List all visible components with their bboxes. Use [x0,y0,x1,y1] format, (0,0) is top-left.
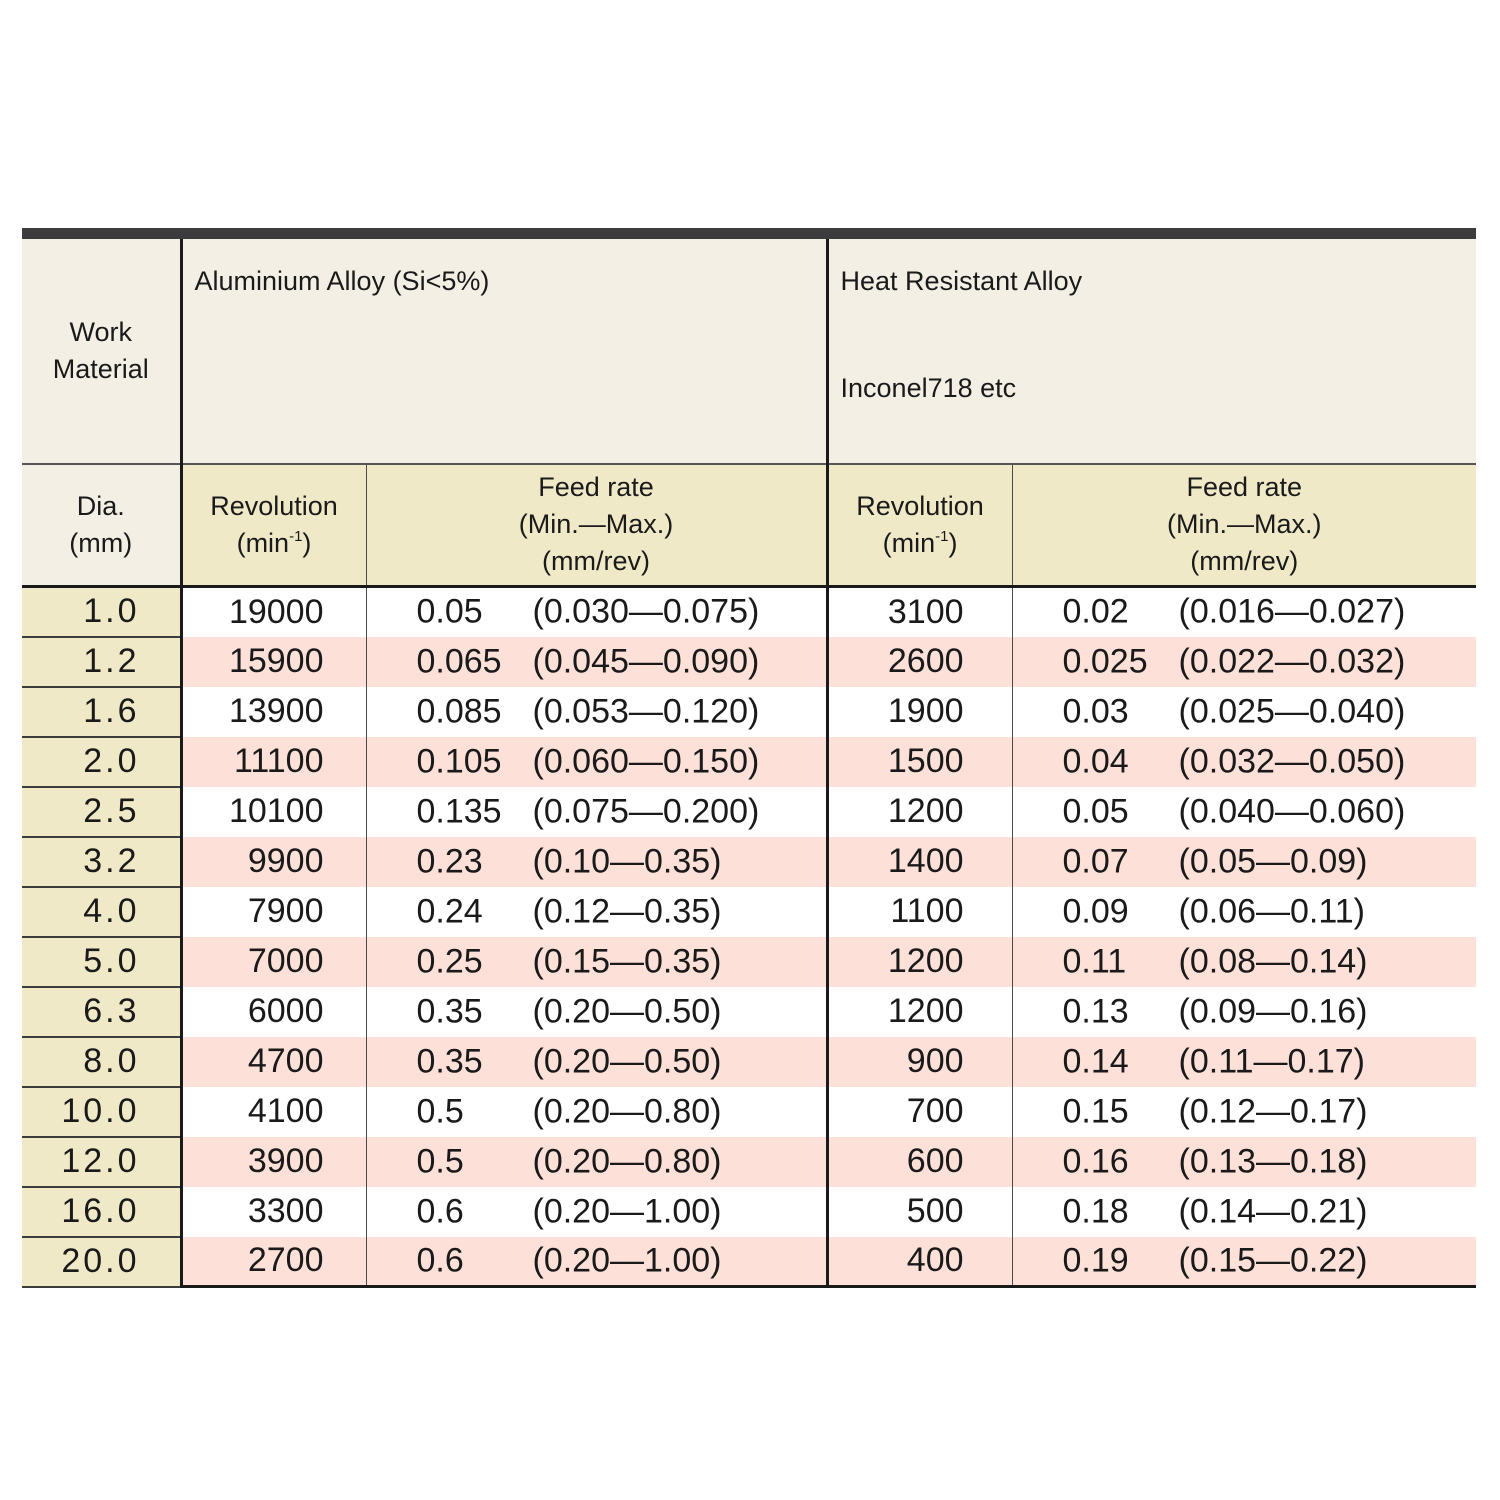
dia-cell: 8.0 [22,1037,181,1087]
dia-cell: 16.0 [22,1187,181,1237]
al-feed-cell [366,1037,827,1087]
ht-feed-range: (0.040—0.060) [1178,792,1406,830]
work-material-line2: Material [52,354,149,384]
ht-feed-value: 0.18 [1062,1192,1129,1230]
feed-label: Feed rate [1186,472,1303,503]
al-feed-range: (0.10—0.35) [532,842,722,880]
al-feed-range: (0.20—0.80) [532,1092,722,1130]
ht-feed-cell [1012,1237,1476,1287]
ht-revolution-cell: 900 [827,1037,1012,1087]
ht-feed-value: 0.05 [1062,792,1129,830]
ht-feed-cell [1012,987,1476,1037]
dia-cell: 1.6 [22,687,181,737]
ht-feed-cell [1012,586,1476,637]
ht-feed-range: (0.05—0.09) [1178,842,1368,880]
al-revolution-cell: 6000 [181,987,366,1037]
dia-cell: 1.0 [22,586,181,637]
ht-feed-value: 0.15 [1062,1092,1129,1130]
material-sub-heat-resistant: Inconel718 etc [840,373,1017,403]
al-revolution-cell: 10100 [181,787,366,837]
ht-feed-range: (0.09—0.16) [1178,992,1368,1030]
spec-table [22,239,1476,1288]
al-feed-value: 0.105 [416,742,502,780]
al-feed-value: 0.25 [416,942,483,980]
table-row [22,687,1476,737]
feed-unit: (mm/rev) [542,546,650,577]
material-name-heat-resistant: Heat Resistant Alloy [840,266,1083,296]
ht-feed-value: 0.07 [1062,842,1129,880]
dia-unit: (mm) [69,527,133,558]
dia-header [22,464,181,586]
dia-cell: 6.3 [22,987,181,1037]
feed-range-label: (Min.—Max.) [1167,509,1322,540]
revolution-header-heat-resistant [827,464,1012,586]
table-row [22,937,1476,987]
al-feed-range: (0.075—0.200) [532,792,760,830]
al-revolution-cell: 2700 [181,1237,366,1287]
dia-cell: 3.2 [22,837,181,887]
al-feed-range: (0.20—0.80) [532,1142,722,1180]
al-feed-value: 0.085 [416,692,502,730]
ht-feed-cell [1012,887,1476,937]
al-feed-range: (0.045—0.090) [532,642,760,680]
ht-feed-value: 0.14 [1062,1042,1129,1080]
al-feed-cell [366,1187,827,1237]
al-feed-value: 0.065 [416,642,502,680]
al-feed-value: 0.6 [416,1192,464,1230]
ht-revolution-cell: 1200 [827,987,1012,1037]
table-row [22,586,1476,637]
cutting-conditions-table [22,228,1476,1288]
ht-feed-range: (0.022—0.032) [1178,642,1406,680]
ht-feed-cell [1012,687,1476,737]
al-feed-range: (0.20—0.50) [532,1042,722,1080]
al-revolution-cell: 3900 [181,1137,366,1187]
dia-cell: 20.0 [22,1237,181,1287]
ht-feed-cell [1012,1037,1476,1087]
al-revolution-cell: 4100 [181,1087,366,1137]
ht-feed-range: (0.13—0.18) [1178,1142,1368,1180]
ht-feed-cell [1012,937,1476,987]
ht-revolution-cell: 1200 [827,937,1012,987]
ht-feed-value: 0.16 [1062,1142,1129,1180]
ht-feed-value: 0.11 [1062,942,1127,980]
al-feed-range: (0.15—0.35) [532,942,722,980]
al-feed-cell [366,1087,827,1137]
dia-cell: 12.0 [22,1137,181,1187]
table-row [22,737,1476,787]
table-row [22,787,1476,837]
feed-range-label: (Min.—Max.) [518,509,674,540]
ht-revolution-cell: 600 [827,1137,1012,1187]
table-row [22,1087,1476,1137]
ht-feed-cell [1012,737,1476,787]
al-feed-cell [366,737,827,787]
ht-revolution-cell: 1900 [827,687,1012,737]
table-row [22,887,1476,937]
feed-unit: (mm/rev) [1190,546,1299,577]
ht-feed-value: 0.09 [1062,892,1129,930]
al-feed-value: 0.135 [416,792,502,830]
dia-cell: 1.2 [22,637,181,687]
ht-feed-value: 0.02 [1062,592,1129,631]
ht-feed-range: (0.032—0.050) [1178,742,1406,780]
work-material-line1: Work [69,317,132,347]
ht-revolution-cell: 2600 [827,637,1012,687]
material-aluminium-header [181,239,827,464]
revolution-unit: $(\min^{-1})$ [236,527,312,558]
work-material-header [22,239,181,464]
ht-revolution-cell: 400 [827,1237,1012,1287]
ht-revolution-cell: 500 [827,1187,1012,1237]
feed-label: Feed rate [538,472,654,503]
dia-cell: 4.0 [22,887,181,937]
al-feed-cell [366,1237,827,1287]
dia-label: Dia. [76,490,125,521]
table-row [22,987,1476,1037]
al-feed-range: (0.20—1.00) [532,1241,722,1280]
table-top-rule [22,228,1476,239]
al-feed-range: (0.20—1.00) [532,1192,722,1230]
ht-feed-cell [1012,787,1476,837]
ht-feed-range: (0.016—0.027) [1178,592,1406,631]
ht-revolution-cell: 1500 [827,737,1012,787]
ht-revolution-cell: 3100 [827,586,1012,637]
table-row [22,1237,1476,1287]
table-row [22,637,1476,687]
revolution-label: Revolution [856,490,984,521]
ht-revolution-cell: 700 [827,1087,1012,1137]
ht-feed-cell [1012,1087,1476,1137]
al-feed-value: 0.24 [416,892,483,930]
al-feed-range: (0.030—0.075) [532,592,760,631]
al-feed-cell [366,586,827,637]
feed-header-aluminium [366,464,827,586]
ht-feed-value: 0.13 [1062,992,1129,1030]
table-row [22,837,1476,887]
revolution-header-aluminium [181,464,366,586]
al-feed-value: 0.35 [416,1042,483,1080]
ht-revolution-cell: 1100 [827,887,1012,937]
dia-cell: 5.0 [22,937,181,987]
dia-cell: 10.0 [22,1087,181,1137]
al-feed-cell [366,837,827,887]
ht-feed-range: (0.14—0.21) [1178,1192,1368,1230]
material-heat-resistant-header [827,239,1476,464]
al-feed-range: (0.12—0.35) [532,892,722,930]
ht-feed-value: 0.03 [1062,692,1129,730]
al-revolution-cell: 9900 [181,837,366,887]
al-feed-value: 0.23 [416,842,483,880]
al-feed-cell [366,1137,827,1187]
al-revolution-cell: 7000 [181,937,366,987]
ht-feed-range: (0.06—0.11) [1178,892,1365,930]
table-row [22,1137,1476,1187]
al-revolution-cell: 7900 [181,887,366,937]
al-feed-value: 0.35 [416,992,483,1030]
ht-feed-cell [1012,637,1476,687]
al-feed-cell [366,887,827,937]
ht-feed-range: (0.15—0.22) [1178,1241,1368,1280]
ht-feed-range: (0.08—0.14) [1178,942,1368,980]
al-feed-value: 0.05 [416,592,483,631]
al-feed-range: (0.20—0.50) [532,992,722,1030]
ht-revolution-cell: 1400 [827,837,1012,887]
al-revolution-cell: 19000 [181,586,366,637]
al-feed-value: 0.5 [416,1092,464,1130]
ht-feed-value: 0.19 [1062,1241,1129,1280]
ht-feed-range: (0.025—0.040) [1178,692,1406,730]
ht-revolution-cell: 1200 [827,787,1012,837]
ht-feed-value: 0.04 [1062,742,1129,780]
feed-header-heat-resistant [1012,464,1476,586]
table-row [22,1187,1476,1237]
ht-feed-value: 0.025 [1062,642,1148,680]
dia-cell: 2.5 [22,787,181,837]
table-row [22,1037,1476,1087]
al-feed-cell [366,937,827,987]
ht-feed-cell [1012,837,1476,887]
ht-feed-range: (0.12—0.17) [1178,1092,1368,1130]
al-feed-cell [366,987,827,1037]
ht-feed-cell [1012,1187,1476,1237]
al-feed-cell [366,787,827,837]
al-feed-value: 0.5 [416,1142,464,1180]
al-feed-range: (0.060—0.150) [532,742,760,780]
al-revolution-cell: 15900 [181,637,366,687]
revolution-unit: $(\min^{-1})$ [882,527,958,558]
dia-cell: 2.0 [22,737,181,787]
al-feed-cell [366,687,827,737]
al-revolution-cell: 4700 [181,1037,366,1087]
ht-feed-range: (0.11—0.17) [1178,1042,1365,1080]
al-revolution-cell: 13900 [181,687,366,737]
al-feed-range: (0.053—0.120) [532,692,760,730]
ht-feed-cell [1012,1137,1476,1187]
material-name-aluminium: Aluminium Alloy (Si<5%) [194,266,490,296]
al-feed-cell [366,637,827,687]
al-revolution-cell: 11100 [181,737,366,787]
al-feed-value: 0.6 [416,1241,464,1280]
al-revolution-cell: 3300 [181,1187,366,1237]
revolution-label: Revolution [210,490,338,521]
